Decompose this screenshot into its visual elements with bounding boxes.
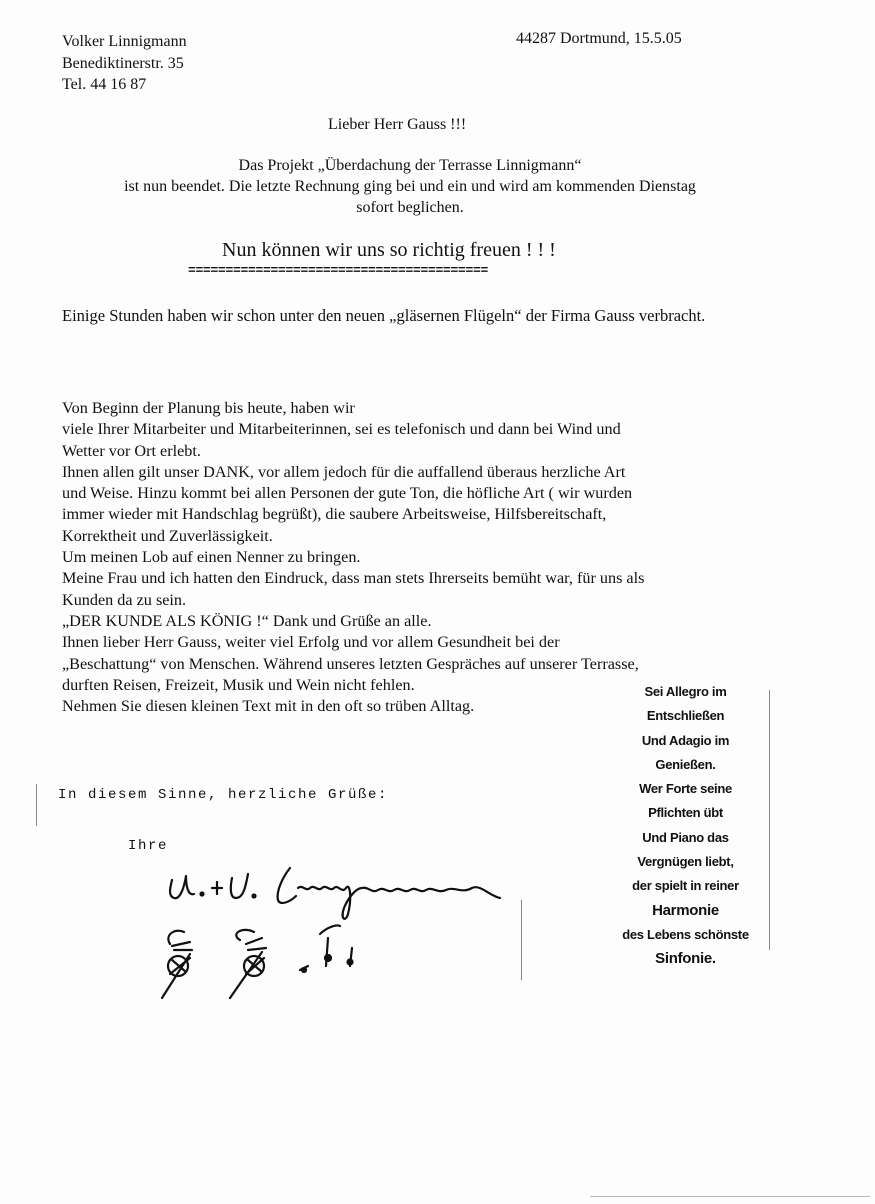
closing-line: In diesem Sinne, herzliche Grüße: bbox=[58, 787, 389, 803]
highlight-line: Nun können wir uns so richtig freuen ! ! ! bbox=[222, 239, 556, 261]
poem-line: der spielt in reiner bbox=[632, 878, 739, 894]
poem-line: Vergnügen liebt, bbox=[637, 854, 734, 870]
body-line: Von Beginn der Planung bis heute, haben wir bbox=[62, 399, 355, 417]
project-line: Das Projekt „Überdachung der Terrasse Linnigmann“ bbox=[238, 157, 582, 174]
sender-phone: Tel. 44 16 87 bbox=[62, 76, 147, 93]
project-line: sofort beglichen. bbox=[356, 199, 464, 216]
poem-line: Genießen. bbox=[655, 756, 716, 772]
body-line: Ihnen allen gilt unser DANK, vor allem jedoch für die auffallend überaus herzliche Art bbox=[62, 462, 626, 481]
body-line: Nehmen Sie diesen kleinen Text mit in den oft so trüben Alltag. bbox=[62, 697, 475, 716]
poem-line: Sinfonie. bbox=[655, 950, 716, 968]
letter-body bbox=[62, 398, 644, 717]
project-paragraph bbox=[60, 155, 760, 218]
poem-line: des Lebens schönste bbox=[622, 926, 749, 942]
poem-border-line bbox=[769, 690, 770, 950]
project-line: ist nun beendet. Die letzte Rechnung ging bei und ein und wird am kommenden Dienstag bbox=[124, 178, 696, 195]
sender-address bbox=[62, 31, 187, 96]
body-line: Kunden da zu sein. bbox=[62, 590, 187, 609]
poem-line: Und Adagio im bbox=[641, 732, 730, 748]
body-line: durften Reisen, Freizeit, Musik und Wein nicht fehlen. bbox=[62, 675, 415, 694]
body-line: Wetter vor Ort erlebt. bbox=[62, 441, 201, 460]
sender-street: Benediktinerstr. 35 bbox=[62, 54, 184, 72]
double-underline: ======================================== bbox=[188, 263, 489, 278]
body-line: immer wieder mit Handschlag begrüßt), die saubere Arbeitsweise, Hilfsbereitschaft, bbox=[62, 505, 607, 524]
body-line: „Beschattung“ von Menschen. Während unseres letzten Gespräches auf unserer Terrasse, bbox=[62, 654, 639, 673]
body-line: Meine Frau und ich hatten den Eindruck, dass man stets Ihrerseits bemüht war, für uns als bbox=[62, 569, 645, 588]
poem-line: Pflichten übt bbox=[648, 805, 723, 821]
poem-line: Und Piano das bbox=[642, 829, 729, 845]
poem-line: Wer Forte seine bbox=[639, 781, 732, 797]
body-line: Ihnen lieber Herr Gauss, weiter viel Erfolg und vor allem Gesundheit bei der bbox=[62, 633, 560, 652]
body-line: „DER KUNDE ALS KÖNIG !“ Dank und Grüße an alle. bbox=[62, 611, 432, 630]
body-line: viele Ihrer Mitarbeiter und Mitarbeiterinnen, sei es telefonisch und dann bei Wind und bbox=[62, 420, 621, 439]
divider-line bbox=[521, 900, 522, 980]
poem-line: Entschließen bbox=[646, 708, 725, 724]
poem-line: Harmonie bbox=[652, 901, 719, 919]
salutation: Lieber Herr Gauss !!! bbox=[328, 116, 467, 133]
ihre-line: Ihre bbox=[128, 838, 169, 854]
body-line: und Weise. Hinzu kommt bei allen Personen der gute Ton, die höfliche Art ( wir wurden bbox=[62, 484, 633, 503]
date-line: 44287 Dortmund, 15.5.05 bbox=[516, 30, 682, 47]
left-margin-line bbox=[36, 784, 37, 826]
handwritten-signature bbox=[150, 858, 510, 1008]
poem-line: Sei Allegro im bbox=[644, 684, 727, 699]
poem-block bbox=[598, 680, 773, 972]
bottom-scan-line bbox=[590, 1196, 870, 1197]
body-line: Korrektheit und Zuverlässigkeit. bbox=[62, 526, 273, 545]
body-line: Um meinen Lob auf einen Nenner zu bringen. bbox=[62, 548, 361, 567]
sender-name: Volker Linnigmann bbox=[62, 33, 187, 50]
hours-line: Einige Stunden haben wir schon unter den neuen „gläsernen Flügeln“ der Firma Gauss verbracht. bbox=[62, 306, 706, 325]
